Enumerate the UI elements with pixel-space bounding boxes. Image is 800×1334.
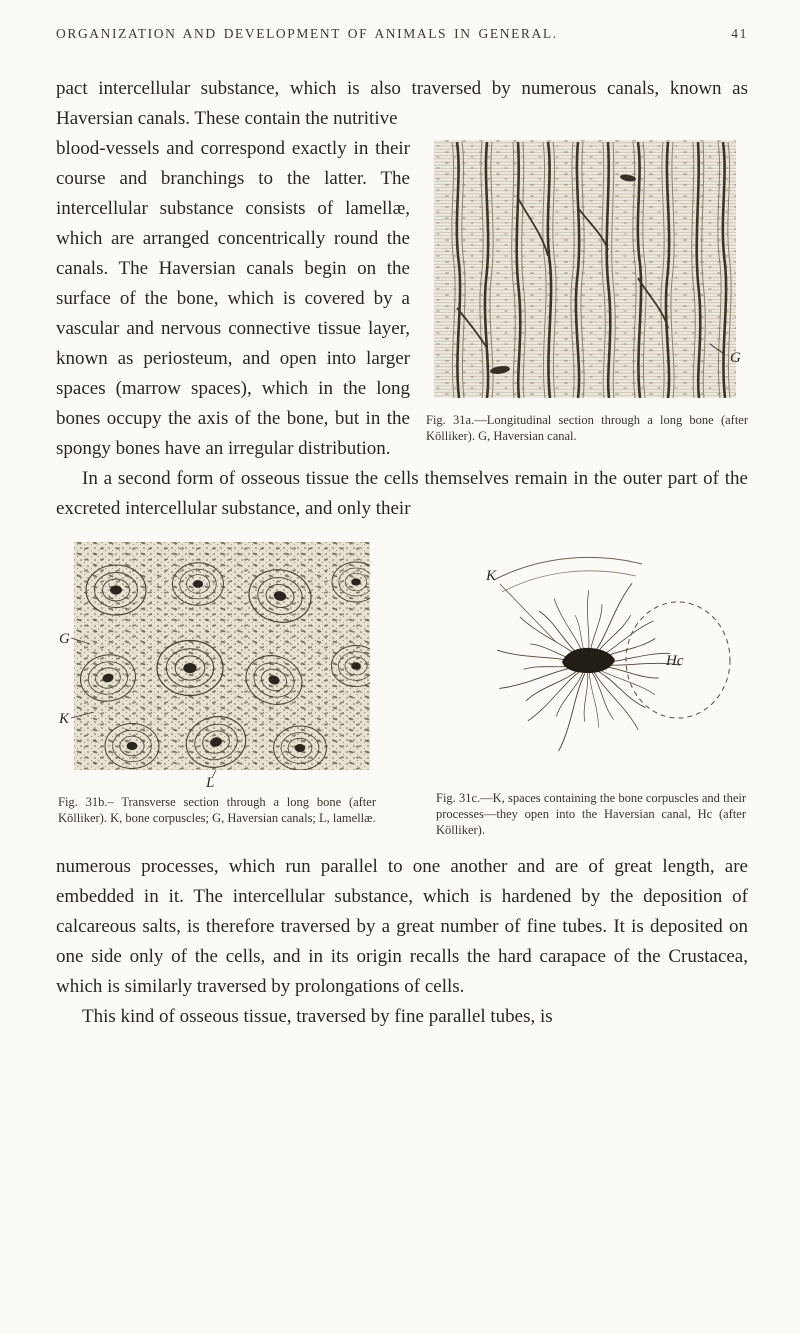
figure-31b xyxy=(58,540,376,838)
paragraph-3: numerous processes, which run parallel to one another and are of great length, are embedded in it. The intercellular substance, which is hardened by the deposition of calcareous salts, is therefore traversed by a great number of fine tubes. It is deposited on one side only of the cells, and in its origin recalls the hard carapace of the Crustacea, which is similarly traversed by prolongations of cells. xyxy=(56,856,748,997)
fig31b-label-l: L xyxy=(206,775,215,788)
running-header xyxy=(56,26,748,42)
figure-31a xyxy=(426,138,748,444)
fig31b-label-k: K xyxy=(59,711,70,727)
fig31a-caption: Fig. 31a.—Longitudinal section through a long bone (after Kölliker). G, Haversian canal. xyxy=(426,413,748,443)
paragraph-1-intro: pact intercellular substance, which is also traversed by numerous canals, known as Haversian canals. These contain the nutritive xyxy=(56,78,748,129)
fig31b-caption: Fig. 31b.– Transverse section through a long bone (after Kölliker). K, bone corpuscles; G, Haversian canals; L, lamellæ. xyxy=(58,795,376,825)
paragraph-1-rest: blood-vessels and correspond exactly in their course and branchings to the latter. The intercellular substance consists of lamellæ, which are arranged concentrically round the canals. The Haversian canals begin on the surface of the bone, which is covered by a vascular and nervous connective tissue layer, known as periosteum, and open into larger spaces (marrow spaces), which in the long bones occupy the axis of the bone, but in the spongy bones have an irregular distribution. xyxy=(56,138,410,459)
header-title: ORGANIZATION AND DEVELOPMENT OF ANIMALS IN GENERAL. xyxy=(56,26,558,41)
fig31a-drawing xyxy=(426,138,748,404)
fig31b-drawing xyxy=(58,540,376,788)
paragraph-1-wrap xyxy=(56,134,748,464)
fig31c-label-k: K xyxy=(486,568,497,584)
figures-row xyxy=(58,540,746,838)
fig31c-drawing xyxy=(436,544,746,784)
fig31a-label-g: G xyxy=(730,350,741,366)
fig31c-label-hc: Hc xyxy=(666,653,684,669)
paragraph-2: In a second form of osseous tissue the cells themselves remain in the outer part of the excreted intercellular substance, and only their xyxy=(56,468,748,519)
fig31c-caption: Fig. 31c.—K, spaces containing the bone corpuscles and their processes—they open into the Haversian canal, Hc (after Kölliker). xyxy=(436,791,746,837)
fig31b-label-g: G xyxy=(59,631,70,647)
page-number: 41 xyxy=(731,26,748,41)
body-text xyxy=(56,74,748,1032)
figure-31c xyxy=(436,540,746,838)
paragraph-4: This kind of osseous tissue, traversed by fine parallel tubes, is xyxy=(82,1006,553,1027)
